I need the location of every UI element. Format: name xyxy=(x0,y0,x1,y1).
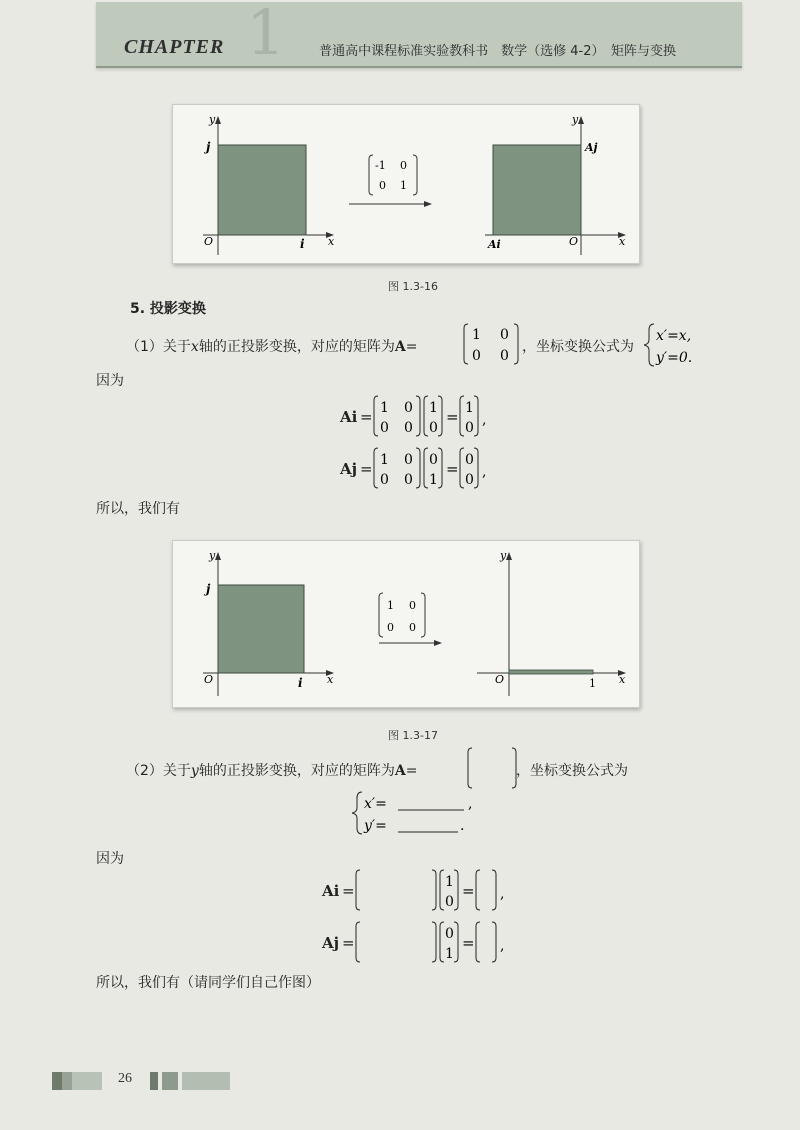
p2-formula-period: . xyxy=(460,818,465,834)
origin-label-right: O xyxy=(569,235,579,248)
eq2-v2: 1 xyxy=(429,472,438,488)
unit-square-2 xyxy=(218,585,304,673)
eq2-m12: 0 xyxy=(404,452,413,468)
matrix-a21: 0 xyxy=(379,179,386,192)
unit-square xyxy=(218,145,306,235)
eq1-m11: 1 xyxy=(380,400,389,416)
paragraph-2: （2）关于y轴的正投影变换，对应的矩阵为A= xyxy=(126,763,418,779)
figure-1-3-17 xyxy=(172,540,640,708)
p2-text-a: （2）关于 xyxy=(126,763,191,779)
y-label: y xyxy=(209,113,216,126)
p1-formula xyxy=(644,322,714,368)
eq2-m11: 1 xyxy=(380,452,389,468)
p2-eq1-v1: 1 xyxy=(445,874,454,890)
p2-text-c: ，坐标变换公式为 xyxy=(516,763,628,779)
book-title: 普通高中课程标准实验教科书 数学（选修 4-2） 矩阵与变换 xyxy=(319,44,676,59)
figure-1-3-17-diagram xyxy=(173,541,639,707)
i-label-2: i xyxy=(298,676,303,690)
matrix-bracket-left xyxy=(369,155,373,195)
x-label: x xyxy=(328,235,335,248)
x-label-right: x xyxy=(619,235,626,248)
aj-label: Aj xyxy=(585,141,598,154)
p2-formula-line1: x′= xyxy=(364,796,387,812)
figure-1-3-16-diagram xyxy=(173,105,639,263)
matrix2-bracket-left xyxy=(379,593,383,637)
p1-m22: 0 xyxy=(500,348,509,364)
p2-eq2-v1: 0 xyxy=(445,926,454,942)
p2-eq2-comma: , xyxy=(500,938,505,954)
eq1-v2: 0 xyxy=(429,420,438,436)
p2-formula xyxy=(352,790,492,838)
eq2-equals2: = xyxy=(446,460,459,478)
chapter-label: CHAPTER xyxy=(124,36,225,58)
p1-text-c: ，坐标变换公式为 xyxy=(522,339,634,355)
p1-var: x xyxy=(190,339,199,355)
figure-1-3-17-caption: 图 1.3-17 xyxy=(388,729,438,742)
projected-segment xyxy=(509,670,593,674)
p1-matrix xyxy=(462,322,522,366)
j-label: j xyxy=(206,140,211,154)
chapter-number: 1 xyxy=(246,0,286,69)
eq2-m21: 0 xyxy=(380,472,389,488)
p1-formula-line1: x′=x, xyxy=(656,328,692,344)
x-label-2: x xyxy=(327,673,334,686)
p2-eq1-comma: , xyxy=(500,886,505,902)
p2-eq1-equals2: = xyxy=(462,882,475,900)
figure-1-3-16 xyxy=(172,104,640,264)
p2-formula-line2: y′= xyxy=(364,818,387,834)
matrix2-a11: 1 xyxy=(387,599,394,612)
eq1-m22: 0 xyxy=(404,420,413,436)
p2-eq2-equals: = xyxy=(342,934,355,952)
matrix2-bracket-right xyxy=(421,593,425,637)
paragraph-1: （1）关于x轴的正投影变换，对应的矩阵为A= xyxy=(126,339,418,355)
footer-bar-right xyxy=(150,1072,230,1090)
eq1-m21: 0 xyxy=(380,420,389,436)
eq1-comma: , xyxy=(482,412,487,428)
p2-formula-comma: , xyxy=(468,796,473,812)
so-we-have-2: 所以，我们有（请同学们自己作图） xyxy=(96,975,320,991)
p2-blank-matrix xyxy=(466,746,522,792)
matrix2-a22: 0 xyxy=(409,621,416,634)
eq2-lhs: Aj xyxy=(340,460,358,478)
eq1-equals: = xyxy=(360,408,373,426)
eq1-body xyxy=(372,394,502,440)
matrix2-a12: 0 xyxy=(409,599,416,612)
eq1-lhs: Ai xyxy=(340,408,358,426)
p2-eq2-v2: 1 xyxy=(445,946,454,962)
one-label: 1 xyxy=(589,677,596,690)
p2-eq1-body xyxy=(354,868,514,914)
reflected-square xyxy=(493,145,581,235)
because-1: 因为 xyxy=(96,373,124,389)
p2-eq2-lhs: Aj xyxy=(322,934,340,952)
eq2-r1: 0 xyxy=(465,452,474,468)
eq1-m12: 0 xyxy=(404,400,413,416)
p2-eq2-equals2: = xyxy=(462,934,475,952)
ai-label: Ai xyxy=(488,238,501,251)
origin-label: O xyxy=(204,235,214,248)
eq1-r1: 1 xyxy=(465,400,474,416)
p2-eq1-lhs: Ai xyxy=(322,882,340,900)
p2-eq1-v2: 0 xyxy=(445,894,454,910)
p2-eq1-equals: = xyxy=(342,882,355,900)
p1-m21: 0 xyxy=(472,348,481,364)
eq2-m22: 0 xyxy=(404,472,413,488)
p2-matrix-name: A xyxy=(394,763,406,779)
footer-bar-left xyxy=(52,1072,102,1090)
p2-text-b: 轴的正投影变换，对应的矩阵为 xyxy=(198,763,395,779)
matrix-bracket-right xyxy=(413,155,417,195)
figure-1-3-16-caption: 图 1.3-16 xyxy=(388,280,438,293)
eq1-equals2: = xyxy=(446,408,459,426)
matrix-a22: 1 xyxy=(400,179,407,192)
eq2-comma: , xyxy=(482,464,487,480)
eq1-v1: 1 xyxy=(429,400,438,416)
p1-text-b: 轴的正投影变换，对应的矩阵为 xyxy=(198,339,395,355)
page-number: 26 xyxy=(118,1071,132,1086)
eq2-equals: = xyxy=(360,460,373,478)
y-label-2-right: y xyxy=(500,549,507,562)
p1-m12: 0 xyxy=(500,327,509,343)
x-label-2-right: x xyxy=(619,673,626,686)
p1-matrix-name: A xyxy=(394,339,406,355)
matrix2-a21: 0 xyxy=(387,621,394,634)
origin-label-2: O xyxy=(204,673,214,686)
matrix-a12: 0 xyxy=(400,159,407,172)
eq2-v1: 0 xyxy=(429,452,438,468)
section-heading: 5. 投影变换 xyxy=(130,301,206,317)
eq1-r2: 0 xyxy=(465,420,474,436)
p2-var: y xyxy=(190,763,199,779)
origin-label-2-right: O xyxy=(495,673,505,686)
j-label-2: j xyxy=(206,582,211,596)
eq2-body xyxy=(372,446,502,492)
because-2: 因为 xyxy=(96,851,124,867)
i-label: i xyxy=(300,237,305,251)
chapter-header xyxy=(96,2,742,68)
so-we-have-1: 所以，我们有 xyxy=(96,501,180,517)
p1-m11: 1 xyxy=(472,327,481,343)
p1-text-a: （1）关于 xyxy=(126,339,191,355)
p2-eq2-body xyxy=(354,920,514,966)
y-label-2: y xyxy=(209,549,216,562)
matrix-a11: -1 xyxy=(375,159,386,172)
y-label-right: y xyxy=(572,113,579,126)
eq2-r2: 0 xyxy=(465,472,474,488)
p1-formula-line2: y′=0. xyxy=(656,350,693,366)
